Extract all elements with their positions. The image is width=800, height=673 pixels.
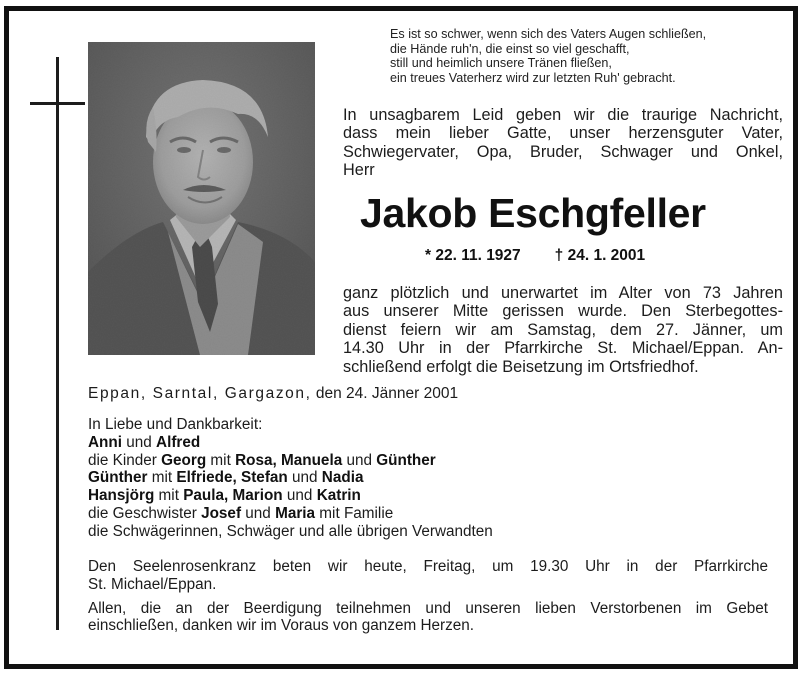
mourners-line [88, 434, 493, 452]
text: und [287, 469, 322, 487]
text: mit [147, 469, 177, 487]
cross-icon [56, 57, 59, 630]
death-date: † 24. 1. 2001 [554, 247, 646, 264]
thanks-line: einschließen, danken wir im Voraus von ganzem Herzen. [88, 617, 475, 635]
name: Anni [88, 433, 122, 451]
text: die Kinder [88, 451, 162, 469]
text: und [241, 504, 276, 522]
intro-paragraph [343, 106, 783, 180]
name: Günther [376, 451, 436, 469]
name: Katrin [316, 487, 361, 505]
text: mit [206, 451, 236, 469]
text: mit [154, 487, 184, 505]
name: Paula, Marion [183, 487, 283, 505]
rosary-line: St. Michael/Eppan. [88, 575, 217, 593]
announcement-line: schließend erfolgt die Beisetzung im Ortsfriedhof. [343, 357, 699, 376]
thanks-line: Allen, die an der Beerdigung teilnehmen und unseren lieben Verstorbenen im Gebet [88, 599, 768, 617]
announcement-line: aus unserer Mitte gerissen wurde. Den Sterbegottes- [343, 302, 783, 321]
announcement-line: 14.30 Uhr in der Pfarrkirche St. Michael/Eppan. An- [343, 339, 783, 358]
birth-date: * 22. 11. 1927 [425, 247, 521, 264]
intro-line: In unsagbarem Leid geben wir die traurige Nachricht, [343, 106, 783, 124]
name: Maria [275, 504, 316, 522]
announcement-line: dienst feiern wir am Samstag, dem 27. Jänner, um [343, 320, 783, 339]
mourners-line: die Schwägerinnen, Schwäger und alle übrigen Verwandten [88, 522, 493, 540]
name: Georg [161, 451, 207, 469]
name: Elfriede, Stefan [176, 469, 288, 487]
announcement-line: ganz plötzlich und unerwartet im Alter von 73 Jahren [343, 284, 783, 302]
mourners-line [88, 487, 493, 505]
date: den 24. Jänner 2001 [315, 385, 459, 402]
memorial-poem [390, 27, 790, 85]
text: die Geschwister [88, 504, 202, 522]
portrait-photo [88, 42, 315, 355]
intro-line: dass mein lieber Gatte, unser herzensguter Vater, [343, 124, 783, 143]
closing-section [88, 558, 768, 641]
text: und [282, 487, 317, 505]
name: Rosa, Manuela [235, 451, 343, 469]
announcement-paragraph [343, 284, 783, 376]
name: Nadia [321, 469, 364, 487]
text: mit Familie [315, 504, 394, 522]
deceased-name: Jakob Eschgfeller [360, 190, 706, 236]
mourners-line [88, 505, 493, 523]
text: und [342, 451, 377, 469]
intro-line: Herr [343, 161, 375, 180]
name: Alfred [156, 433, 201, 451]
rosary-notice [88, 558, 768, 594]
poem-line: Es ist so schwer, wenn sich des Vaters Augen schließen, [390, 27, 707, 41]
poem-line: still und heimlich unsere Tränen fließen, [390, 56, 612, 71]
life-dates [425, 247, 645, 265]
poem-line: die Hände ruh'n, die einst so viel geschafft, [390, 41, 630, 56]
mourners-line [88, 452, 493, 470]
cross-icon-bar [30, 102, 85, 105]
mourners-heading: In Liebe und Dankbarkeit: [88, 416, 263, 433]
name: Günther [88, 469, 148, 487]
rosary-line: Den Seelenrosenkranz beten wir heute, Freitag, um 19.30 Uhr in der Pfarrkirche [88, 558, 768, 575]
places: Eppan, Sarntal, Gargazon, [88, 385, 312, 402]
thanks-notice [88, 600, 768, 636]
name: Josef [201, 504, 242, 522]
conj: und [122, 433, 157, 451]
name: Hansjörg [88, 487, 155, 505]
place-date-line [88, 385, 458, 403]
mourners-line [88, 469, 493, 487]
poem-line: ein treues Vaterherz wird zur letzten Ruh' gebracht. [390, 70, 676, 85]
mourners-list [88, 416, 493, 541]
intro-line: Schwiegervater, Opa, Bruder, Schwager und Onkel, [343, 142, 783, 161]
